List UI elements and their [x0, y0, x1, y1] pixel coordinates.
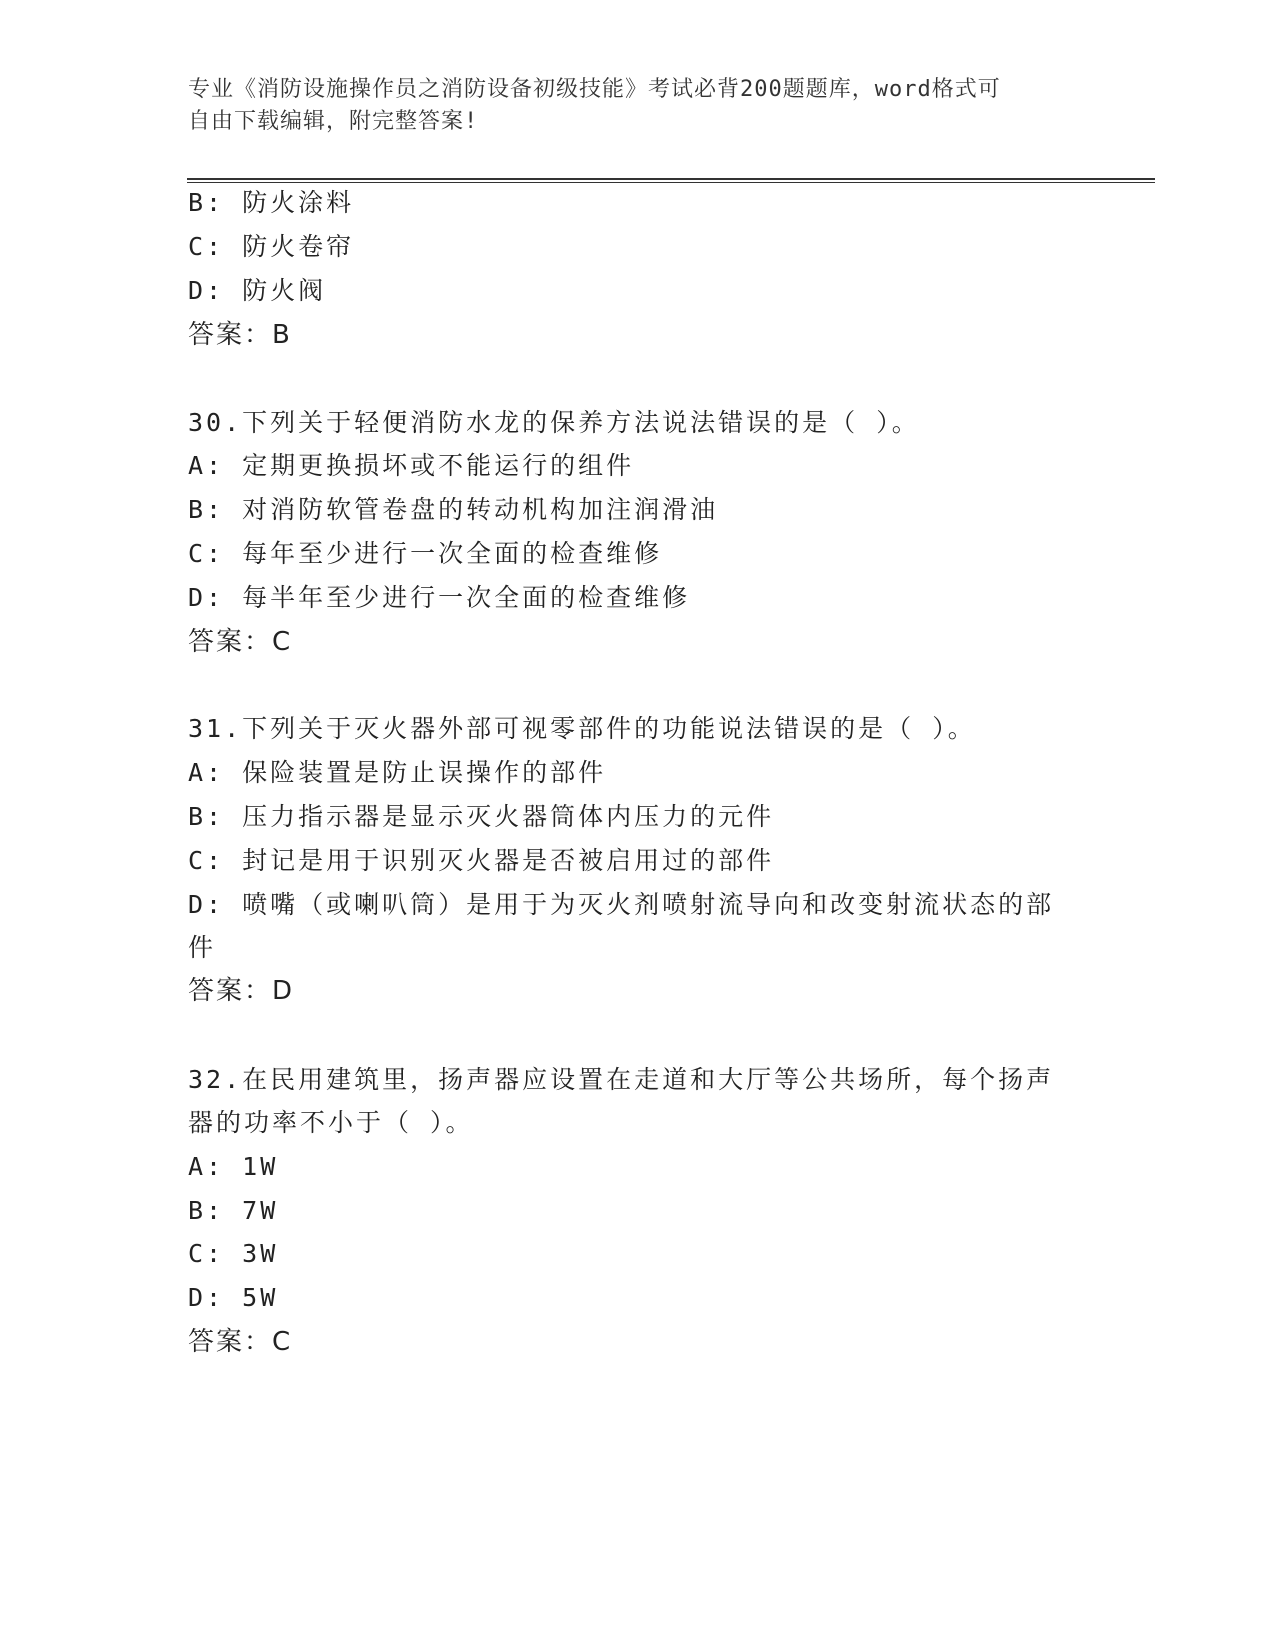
- question-30-stem: 30.下列关于轻便消防水龙的保养方法说法错误的是（ ）。: [188, 408, 920, 437]
- document-header: [188, 74, 1068, 138]
- answer-label: 答案：D: [188, 976, 295, 1006]
- option-c: C: 3W: [188, 1239, 279, 1268]
- option-d: D: 5W: [188, 1283, 279, 1312]
- option-c: C: 封记是用于识别灭火器是否被启用过的部件: [188, 846, 775, 875]
- option-a: A: 保险装置是防止误操作的部件: [188, 758, 607, 787]
- question-31-stem: 31.下列关于灭火器外部可视零部件的功能说法错误的是（ ）。: [188, 714, 976, 743]
- answer-label: 答案：C: [188, 627, 293, 657]
- option-b: B: 对消防软管卷盘的转动机构加注润滑油: [188, 495, 719, 524]
- option-c: C: 每年至少进行一次全面的检查维修: [188, 539, 663, 568]
- header-line-1: 专业《消防设施操作员之消防设备初级技能》考试必背200题题库，word格式可: [188, 77, 1001, 102]
- question-32-stem-line-1: 32.在民用建筑里，扬声器应设置在走道和大厅等公共场所，每个扬声: [188, 1065, 1055, 1094]
- answer-label: 答案：C: [188, 1327, 293, 1357]
- option-d: D: 喷嘴（或喇叭筒）是用于为灭火剂喷射流导向和改变射流状态的部: [188, 890, 1055, 919]
- option-b: B: 防火涂料: [188, 188, 355, 217]
- option-a: A: 1W: [188, 1152, 279, 1181]
- option-c: C: 防火卷帘: [188, 232, 355, 261]
- answer-label: 答案：B: [188, 320, 292, 350]
- header-divider-thin: [187, 182, 1155, 183]
- option-d-continuation: 件: [188, 933, 217, 962]
- option-d: D: 每半年至少进行一次全面的检查维修: [188, 583, 691, 612]
- option-b: B: 压力指示器是显示灭火器筒体内压力的元件: [188, 802, 775, 831]
- option-d: D: 防火阀: [188, 276, 327, 305]
- option-b: B: 7W: [188, 1196, 279, 1225]
- header-divider-thick: [187, 178, 1155, 180]
- header-line-2: 自由下载编辑，附完整答案!: [188, 109, 479, 134]
- question-32-stem-line-2: 器的功率不小于（ ）。: [188, 1108, 474, 1137]
- option-a: A: 定期更换损坏或不能运行的组件: [188, 451, 635, 480]
